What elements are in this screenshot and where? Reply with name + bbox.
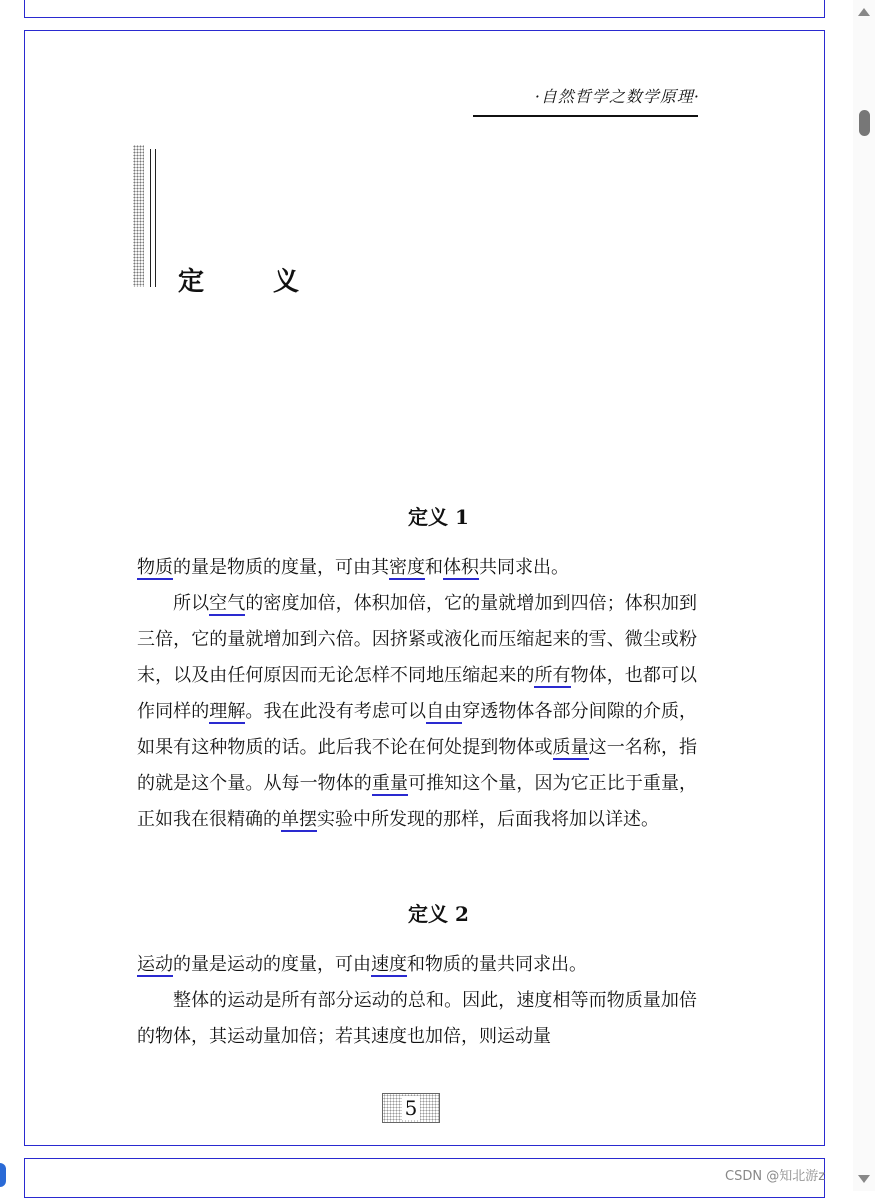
underlined-term: 单摆 (281, 809, 317, 830)
definition-1-body (137, 550, 697, 838)
underlined-term: 空气 (209, 593, 246, 614)
text-run: 所以 (173, 593, 210, 614)
chapter-title: 定 义 (178, 267, 330, 297)
underlined-term: 重量 (371, 773, 409, 794)
side-marker (0, 1163, 6, 1187)
definition-2-heading: 定义 2 (408, 902, 469, 926)
definition-2-body (137, 947, 697, 1055)
scroll-up-arrow-icon[interactable] (858, 8, 870, 16)
text-run: 可推知这个量，因为它正比于重量，正如我在很精确的 (137, 773, 698, 830)
text-run: 共同求出。 (479, 557, 569, 578)
underlined-term: 速度 (371, 954, 407, 975)
underlined-term: 物质 (137, 557, 173, 578)
definition-2-paragraph (137, 983, 697, 1055)
underlined-term: 所有 (534, 665, 571, 686)
scroll-down-arrow-icon[interactable] (858, 1175, 870, 1183)
ornament-line (155, 149, 156, 287)
text-run: 的密度加倍，体积加倍，它的量就增加到四倍；体积加到三倍，它的量就增加到六倍。因挤紧或液化而压缩起来的雪、微尘或粉末，以及由任何原因而无论怎样不同地压缩起来的 (137, 593, 698, 686)
text-run: 物体，也都可以作同样的 (137, 665, 698, 722)
underlined-term: 密度 (389, 557, 425, 578)
definition-1-heading: 定义 1 (408, 505, 469, 529)
header-rule (473, 115, 698, 117)
watermark: CSDN @知北游z (725, 1169, 826, 1184)
underlined-term: 体积 (443, 557, 479, 578)
page-number (382, 1093, 440, 1123)
scroll-thumb[interactable] (859, 110, 870, 136)
text-run: 和 (425, 557, 443, 578)
text-run: 的量是运动的度量，可由 (173, 954, 371, 975)
underlined-term: 自由 (426, 701, 463, 722)
text-run: 的量是物质的度量，可由其 (173, 557, 389, 578)
vertical-scrollbar[interactable] (853, 0, 875, 1191)
chapter-ornament (133, 145, 163, 287)
text-run: 和物质的量共同求出。 (407, 954, 587, 975)
text-run: 整体的运动是所有部分运动的总和。因此，速度相等而物质量加倍的物体，其运动量加倍；若其速度也加倍，则运动量 (137, 990, 697, 1047)
text-run: 穿透物体各部分间隙的介质，如果有这种物质的话。此后我不论在何处提到物体或 (137, 701, 698, 758)
next-page-edge (24, 1158, 825, 1198)
text-run: 实验中所发现的那样，后面我将加以详述。 (317, 809, 659, 830)
underlined-term: 质量 (552, 737, 589, 758)
underlined-term: 运动 (137, 954, 173, 975)
definition-1-paragraph (137, 586, 697, 838)
underlined-term: 理解 (209, 701, 246, 722)
document-page (24, 30, 825, 1146)
definition-1-statement (137, 550, 697, 586)
previous-page-edge (24, 0, 825, 18)
page-number-text: 5 (402, 1096, 421, 1120)
ornament-dot-band (133, 145, 144, 287)
running-header: ·自然哲学之数学原理· (534, 87, 700, 106)
text-run: 这一名称，指的就是这个量。从每一物体的 (137, 737, 698, 794)
definition-2-statement (137, 947, 697, 983)
ornament-line (150, 149, 151, 287)
text-run: 。我在此没有考虑可以 (245, 701, 427, 722)
